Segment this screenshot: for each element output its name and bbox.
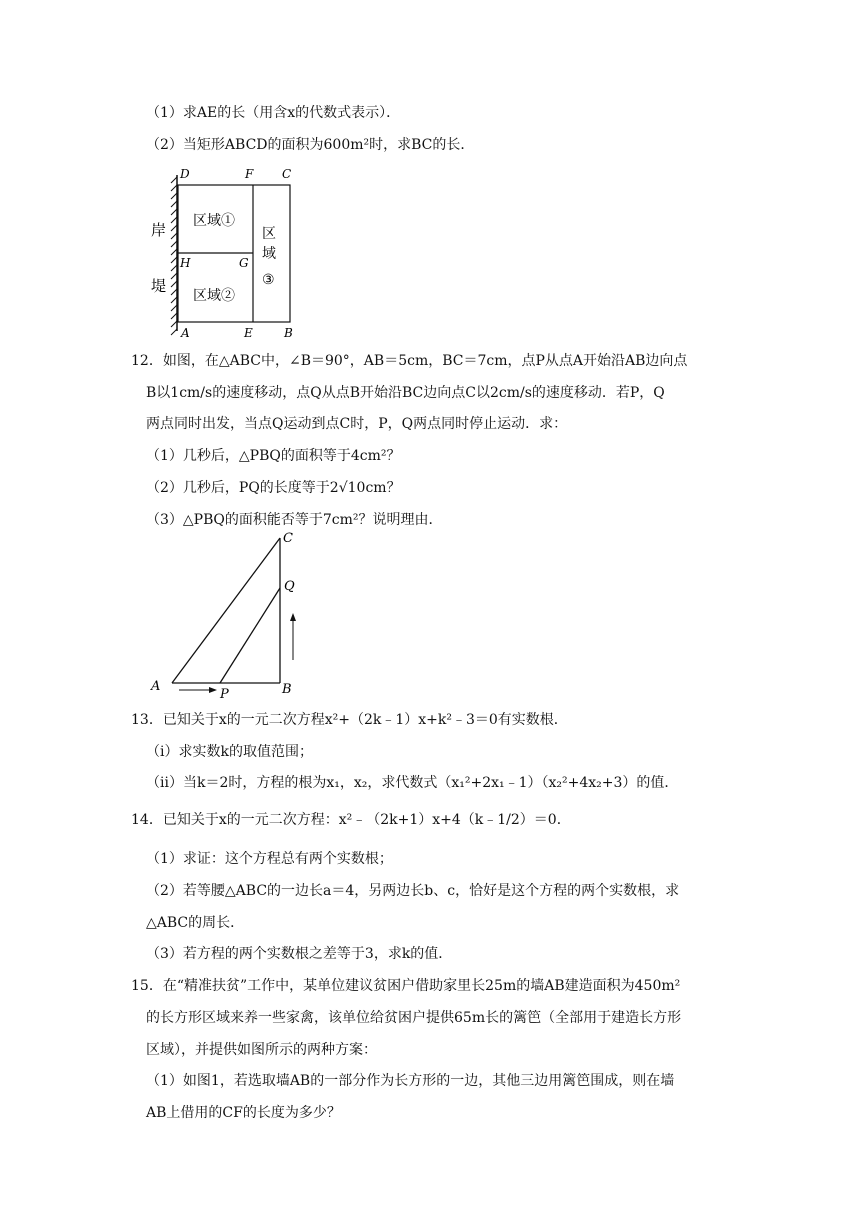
q12-part1: （1）几秒后，△PBQ的面积等于4cm²？	[146, 448, 401, 464]
q13-number: 13．	[131, 712, 163, 728]
label-D: D	[180, 167, 190, 181]
q12-part3: （3）△PBQ的面积能否等于7cm²？说明理由．	[146, 512, 443, 528]
q15-text-2: 的长方形区域来养一些家禽，该单位给贫困户提供65m长的篱笆（全部用于建造长方形	[146, 1010, 682, 1026]
label-E: E	[244, 326, 253, 340]
label-A: A	[151, 679, 161, 694]
label-C: C	[282, 167, 292, 181]
label-H: H	[180, 256, 191, 270]
q14-part3: （3）若方程的两个实数根之差等于3，求k的值．	[146, 946, 453, 962]
q12-text-3: 两点同时出发，当点Q运动到点C时，P，Q两点同时停止运动．求：	[146, 416, 568, 432]
label-Q: Q	[284, 579, 295, 594]
label-B: B	[282, 682, 292, 697]
q11-part1: （1）求AE的长（用含x的代数式表示）．	[146, 105, 401, 121]
label-B: B	[284, 326, 293, 340]
region-3-char-2: 域	[262, 246, 276, 262]
q14-part2a: （2）若等腰△ABC的一边长a＝4，另两边长b、c，恰好是这个方程的两个实数根，求	[146, 883, 680, 899]
region-3-char-1: 区	[262, 226, 276, 242]
q13-part2: （ⅱ）当k＝2时，方程的根为x₁，x₂，求代数式（x₁²+2x₁﹣1）（x₂²+4x₂+3）的值．	[146, 775, 679, 791]
region-2-label: 区域②	[193, 288, 235, 304]
bank-label-1: 岸	[151, 221, 167, 239]
q14-part2b: △ABC的周长．	[146, 915, 245, 931]
q15-part1a: （1）如图1，若选取墙AB的一部分作为长方形的一边，其他三边用篱笆围成，则在墙	[146, 1073, 675, 1089]
q12-text-1: 如图，在△ABC中，∠B＝90°，AB＝5cm，BC＝7cm，点P从点A开始沿AB边向点	[162, 353, 688, 369]
q15-line1	[131, 976, 680, 996]
q12-number: 12．	[131, 353, 163, 369]
q14-part1: （1）求证：这个方程总有两个实数根；	[146, 851, 393, 867]
label-P: P	[220, 687, 229, 702]
q13-line1	[131, 710, 568, 730]
q14-line1	[131, 810, 571, 830]
q12-part2: （2）几秒后，PQ的长度等于2√10cm？	[146, 480, 401, 496]
q13-part1: （ⅰ）求实数k的取值范围；	[146, 744, 313, 760]
region-1-label: 区域①	[193, 213, 235, 229]
q11-part2: （2）当矩形ABCD的面积为600m²时，求BC的长．	[146, 137, 475, 153]
label-A: A	[181, 326, 190, 340]
q12-line1	[131, 351, 687, 371]
q15-text-1: 在“精准扶贫”工作中，某单位建议贫困户借助家里长25m的墙AB建造面积为450m²	[162, 978, 681, 994]
region-3-char-3: ③	[262, 272, 275, 288]
q12-figure	[145, 528, 310, 703]
label-C: C	[283, 531, 293, 546]
label-F: F	[245, 167, 254, 181]
q14-text: 已知关于x的一元二次方程：x²﹣（2k+1）x+4（k﹣1/2）＝0．	[162, 812, 571, 828]
q13-text: 已知关于x的一元二次方程x²+（2k﹣1）x+k²﹣3＝0有实数根．	[162, 712, 568, 728]
q15-text-3: 区域），并提供如图所示的两种方案：	[146, 1042, 377, 1058]
q15-number: 15．	[131, 978, 163, 994]
q15-part1b: AB上借用的CF的长度为多少？	[146, 1105, 341, 1121]
bank-label-2: 堤	[151, 277, 167, 295]
label-G: G	[239, 256, 249, 270]
q12-text-2: B以1cm/s的速度移动，点Q从点B开始沿BC边向点C以2cm/s的速度移动．若P，Q	[146, 385, 665, 401]
q11-figure	[145, 163, 305, 343]
q14-number: 14．	[131, 812, 163, 828]
